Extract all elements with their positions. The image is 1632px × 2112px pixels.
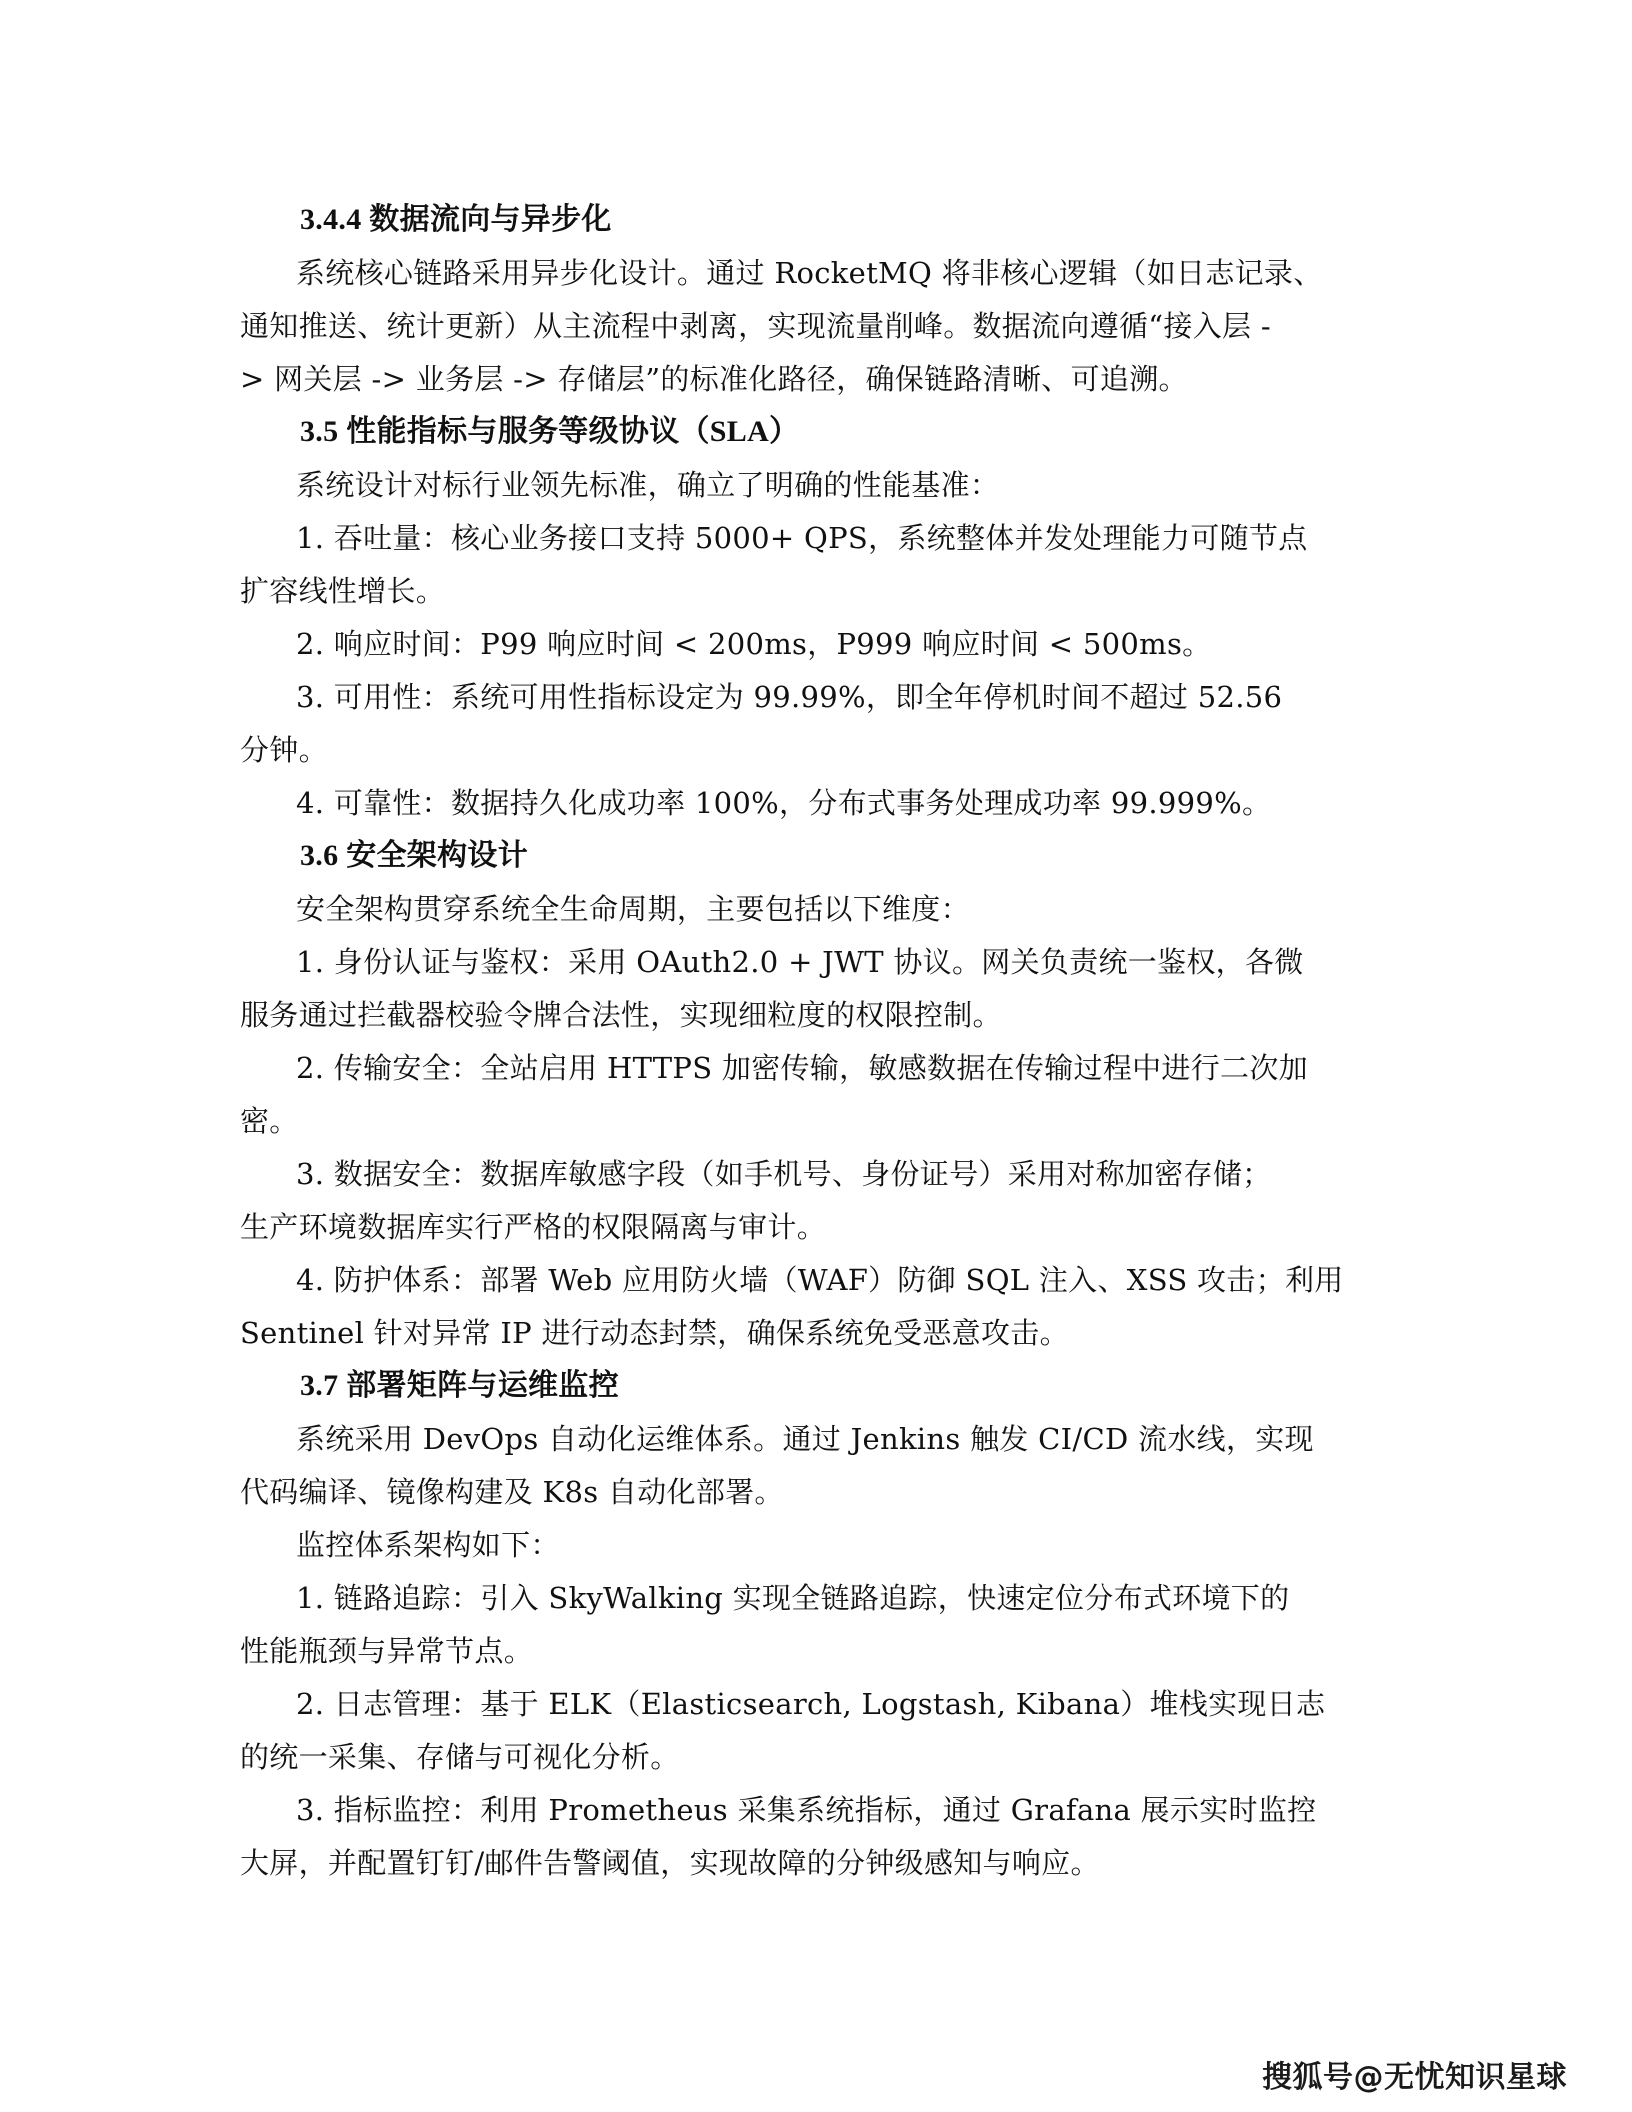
paragraph-line: 安全架构贯穿系统全生命周期，主要包括以下维度：	[296, 892, 970, 926]
list-item-line: 1. 身份认证与鉴权：采用 OAuth2.0 + JWT 协议。网关负责统一鉴权，各微	[296, 945, 1304, 979]
list-item-line: 扩容线性增长。	[240, 574, 446, 608]
list-item-line: 密。	[240, 1104, 299, 1138]
paragraph-line: > 网关层 -> 业务层 -> 存储层”的标准化路径，确保链路清晰、可追溯。	[240, 362, 1188, 396]
paragraph-line: 系统设计对标行业领先标准，确立了明确的性能基准：	[296, 468, 1000, 502]
list-item-line: 生产环境数据库实行严格的权限隔离与审计。	[240, 1210, 827, 1244]
list-item-line: 性能瓶颈与异常节点。	[240, 1634, 534, 1668]
list-item-line: 大屏，并配置钉钉/邮件告警阈值，实现故障的分钟级感知与响应。	[240, 1846, 1100, 1880]
list-item-line: 3. 指标监控：利用 Prometheus 采集系统指标，通过 Grafana 展示实时监控	[296, 1793, 1317, 1827]
list-item-line: 2. 日志管理：基于 ELK（Elasticsearch, Logstash, Kibana）堆栈实现日志	[296, 1687, 1326, 1721]
section-heading-3-5: 3.5 性能指标与服务等级协议（SLA）	[300, 415, 800, 448]
section-heading-3-7: 3.7 部署矩阵与运维监控	[300, 1369, 619, 1402]
paragraph-line: 系统采用 DevOps 自动化运维体系。通过 Jenkins 触发 CI/CD 流水线，实现	[296, 1422, 1314, 1456]
list-item-line: 服务通过拦截器校验令牌合法性，实现细粒度的权限控制。	[240, 998, 1002, 1032]
list-item-line: 3. 数据安全：数据库敏感字段（如手机号、身份证号）采用对称加密存储；	[296, 1157, 1272, 1191]
list-item-line: 2. 传输安全：全站启用 HTTPS 加密传输，敏感数据在传输过程中进行二次加	[296, 1051, 1308, 1085]
paragraph-line: 系统核心链路采用异步化设计。通过 RocketMQ 将非核心逻辑（如日志记录、	[296, 256, 1323, 290]
paragraph-line: 代码编译、镜像构建及 K8s 自动化部署。	[240, 1475, 784, 1509]
list-item-line: 3. 可用性：系统可用性指标设定为 99.99%，即全年停机时间不超过 52.56	[296, 680, 1283, 714]
list-item-line: 1. 吞吐量：核心业务接口支持 5000+ QPS，系统整体并发处理能力可随节点	[296, 521, 1308, 555]
section-heading-3-4-4: 3.4.4 数据流向与异步化	[300, 203, 612, 236]
paragraph-line: 通知推送、统计更新）从主流程中剥离，实现流量削峰。数据流向遵循“接入层 -	[240, 309, 1271, 343]
section-heading-3-6: 3.6 安全架构设计	[300, 839, 528, 872]
list-item-line: 2. 响应时间：P99 响应时间 < 200ms，P999 响应时间 < 500ms。	[296, 627, 1212, 661]
list-item-line: 4. 可靠性：数据持久化成功率 100%，分布式事务处理成功率 99.999%。	[296, 786, 1272, 820]
paragraph-line: 监控体系架构如下：	[296, 1528, 560, 1562]
list-item-line: 4. 防护体系：部署 Web 应用防火墙（WAF）防御 SQL 注入、XSS 攻击；利用	[296, 1263, 1344, 1297]
list-item-line: 分钟。	[240, 733, 328, 767]
list-item-line: 1. 链路追踪：引入 SkyWalking 实现全链路追踪，快速定位分布式环境下的	[296, 1581, 1290, 1615]
list-item-line: 的统一采集、存储与可视化分析。	[240, 1740, 680, 1774]
watermark: 搜狐号@无忧知识星球	[1262, 2060, 1567, 2095]
list-item-line: Sentinel 针对异常 IP 进行动态封禁，确保系统免受恶意攻击。	[240, 1316, 1069, 1350]
